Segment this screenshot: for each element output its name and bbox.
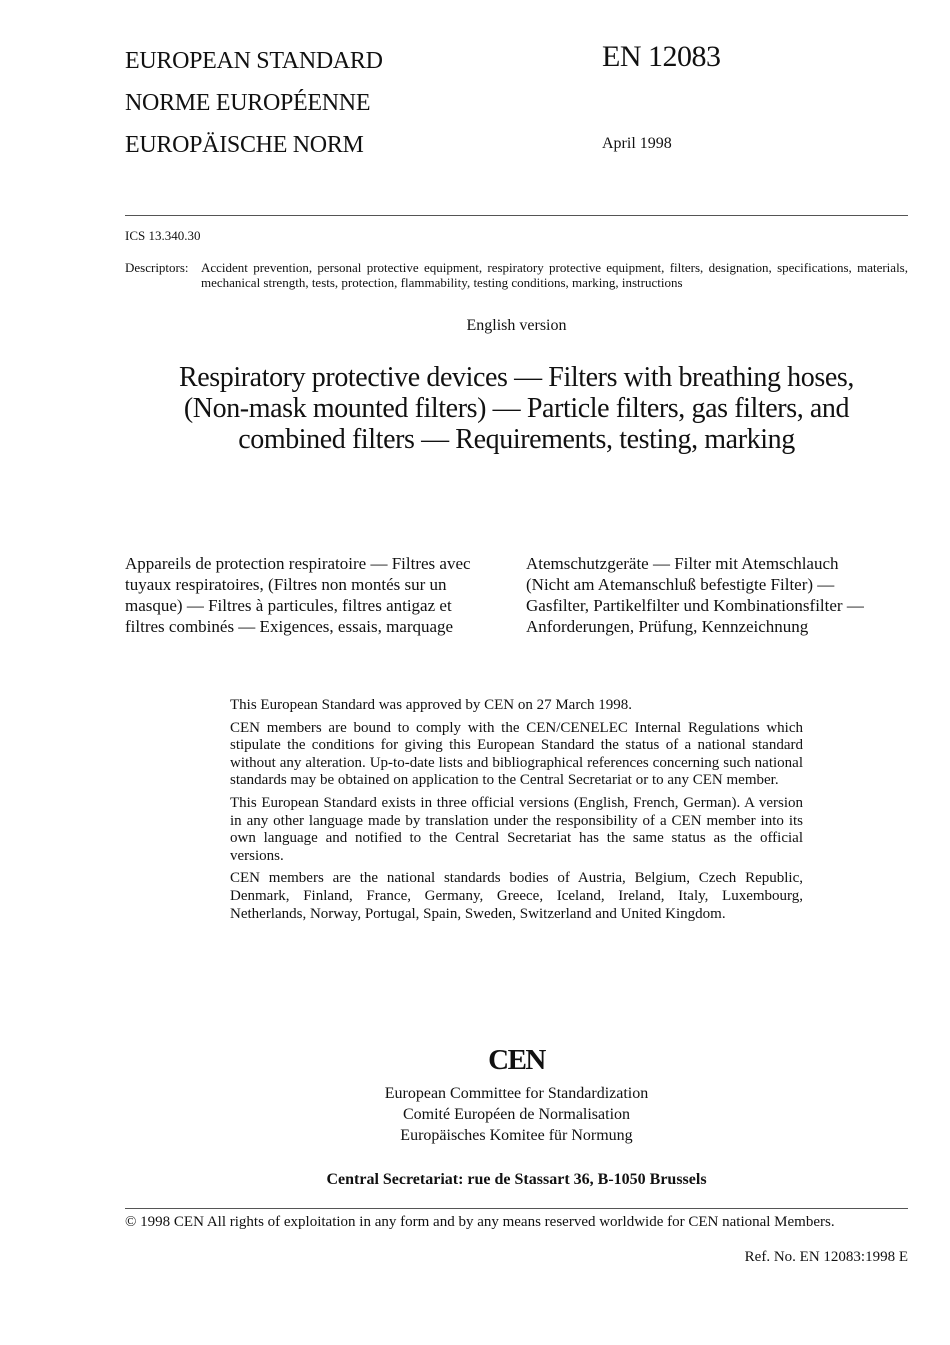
publication-date: April 1998 — [602, 135, 672, 152]
french-title-line: filtres combinés — Exigences, essais, marquage — [125, 617, 454, 636]
german-title-line: Gasfilter, Partikelfilter und Kombinationsfilter — — [526, 596, 864, 615]
header-line-german: EUROPÄISCHE NORM — [125, 132, 364, 158]
cen-name-english: European Committee for Standardization — [384, 1085, 649, 1102]
main-title-line: Respiratory protective devices — Filters with breathing hoses, — [178, 362, 855, 393]
german-title-line: Anforderungen, Prüfung, Kennzeichnung — [526, 617, 809, 636]
copyright-notice: © 1998 CEN All rights of exploitation in any form and by any means reserved worldwide for CEN national Members. — [125, 1214, 835, 1230]
compliance-paragraph: CEN members are bound to comply with the CEN/CENELEC Internal Regulations which stipulate the conditions for giving this European Standard the status of a national standard without any alteration. Up-to-date lists and bibliographical references concerning such national standards may be obtained on application to the Central Secretariat or to any CEN member. — [230, 719, 803, 789]
header-divider — [125, 215, 908, 216]
cen-names — [125, 1083, 908, 1146]
main-title-line: combined filters — Requirements, testing, marking — [238, 424, 795, 455]
cen-name-german: Europäisches Komitee für Normung — [400, 1127, 633, 1144]
versions-paragraph: This European Standard exists in three official versions (English, French, German). A version in any other language made by translation under the responsibility of a CEN member into its own language and notified to the Central Secretariat has the same status as the official versions. — [230, 794, 803, 864]
footer-divider — [125, 1208, 908, 1209]
version-label: English version — [466, 317, 567, 334]
header-line-english: EUROPEAN STANDARD — [125, 48, 383, 74]
central-secretariat: Central Secretariat: rue de Stassart 36, B-1050 Brussels — [326, 1171, 707, 1188]
reference-number: Ref. No. EN 12083:1998 E — [744, 1249, 908, 1265]
approval-notes — [230, 697, 803, 928]
members-paragraph: CEN members are the national standards bodies of Austria, Belgium, Czech Republic, Denmark, Finland, France, Germany, Greece, Iceland, Ireland, Italy, Luxembourg, Netherlands, Norway, Portugal, Spain, Sweden, Switzerland and United Kingdom. — [230, 870, 803, 922]
french-title-line: masque) — Filtres à particules, filtres antigaz et — [125, 596, 452, 615]
ics-code: ICS 13.340.30 — [125, 228, 201, 243]
french-title-line: Appareils de protection respiratoire — Filtres avec — [125, 554, 471, 573]
main-title — [125, 362, 908, 455]
german-title — [526, 553, 906, 637]
cen-logo: CEN — [488, 1044, 545, 1076]
french-title — [125, 553, 505, 637]
main-title-line: (Non-mask mounted filters) — Particle filters, gas filters, and — [183, 393, 850, 424]
german-title-line: Atemschutzgeräte — Filter mit Atemschlauch — [526, 554, 839, 573]
cen-name-french: Comité Européen de Normalisation — [402, 1106, 631, 1123]
approval-paragraph: This European Standard was approved by CEN on 27 March 1998. — [230, 697, 632, 713]
descriptors-label: Descriptors: — [125, 260, 189, 275]
header-line-french: NORME EUROPÉENNE — [125, 90, 371, 116]
german-title-line: (Nicht am Atemanschluß befestigte Filter) — — [526, 575, 835, 594]
french-title-line: tuyaux respiratoires, (Filtres non montés sur un — [125, 575, 447, 594]
standard-number: EN 12083 — [602, 40, 721, 73]
descriptors-text: Accident prevention, personal protective equipment, respiratory protective equipment, filters, designation, specifications, materials, mechanical strength, tests, protection, flammability, testing conditions, marking, instructions — [201, 260, 908, 290]
